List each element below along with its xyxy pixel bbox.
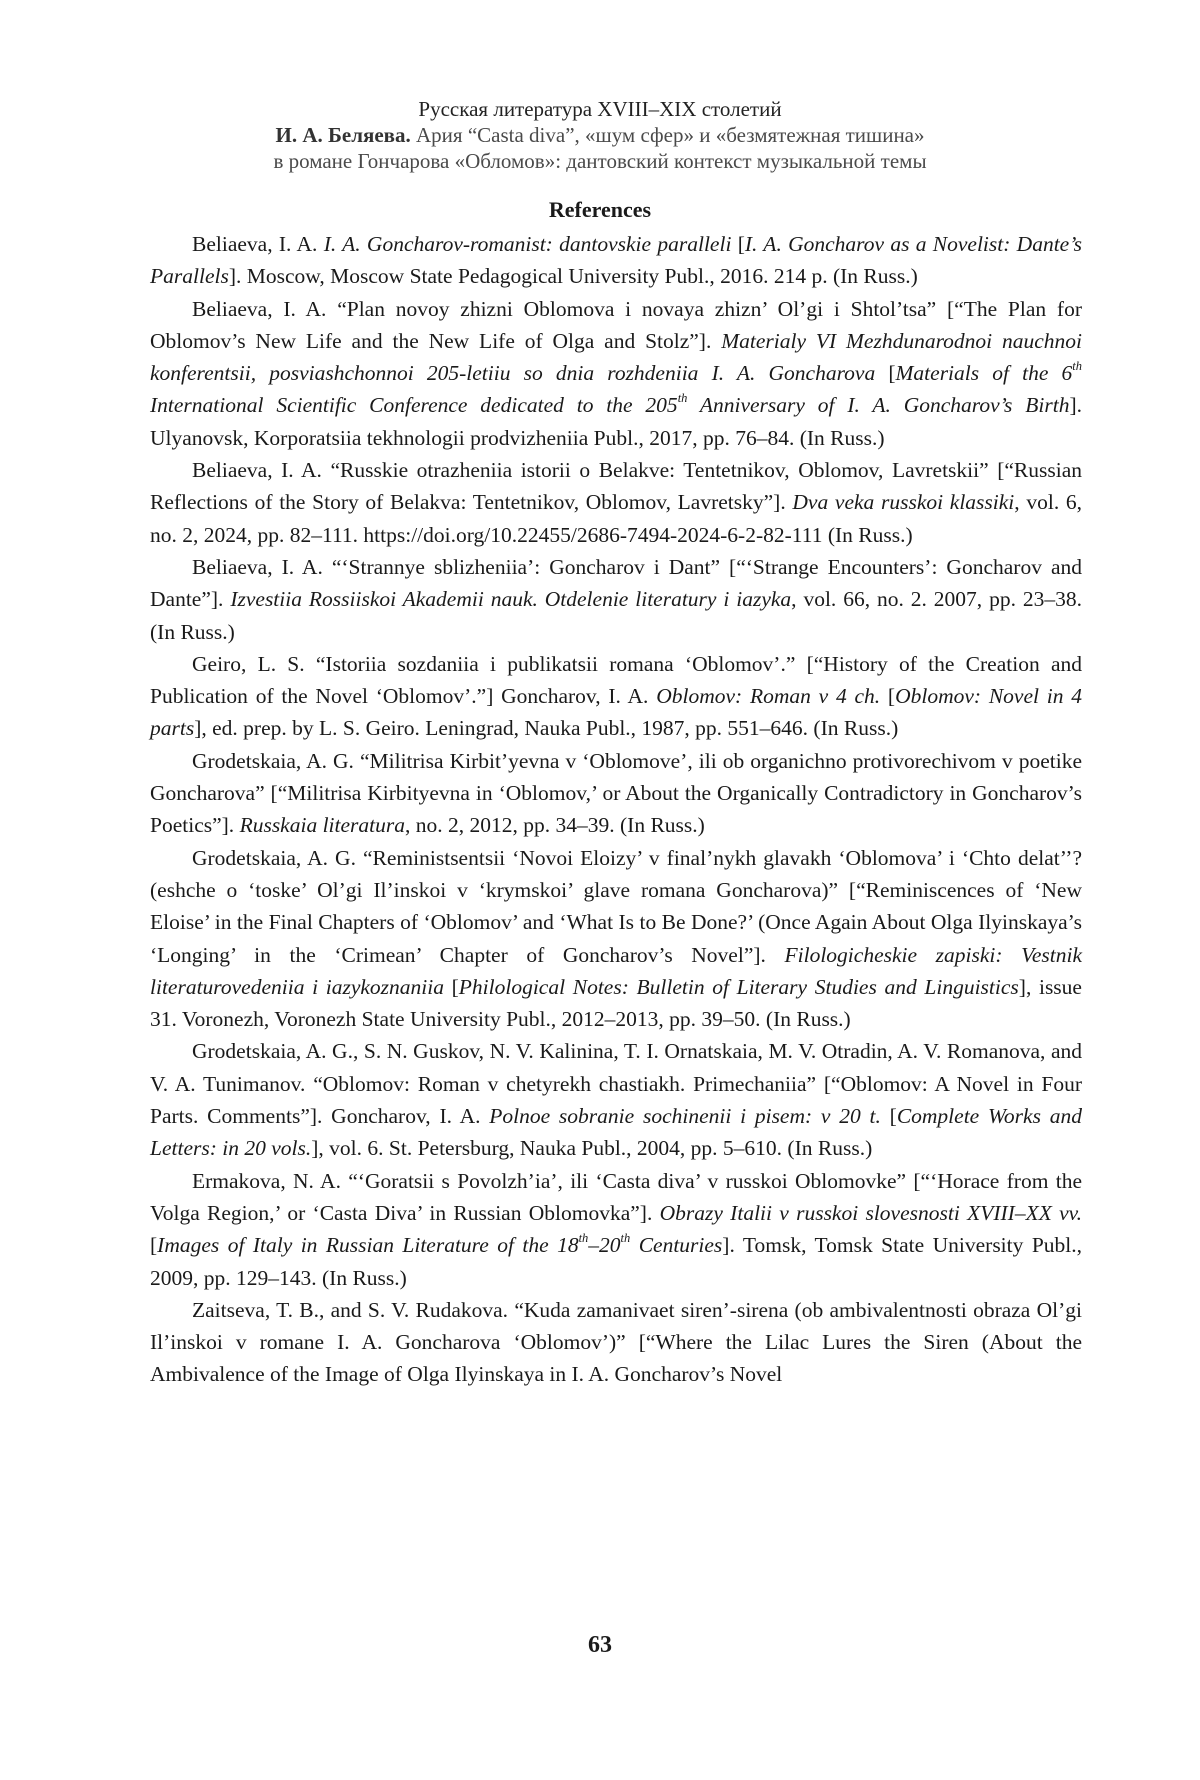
reference-text: ]. Tomsk, Tomsk State University Publ., 2009, pp. 129–143. (In Russ.): [150, 1233, 1082, 1289]
reference-title-text: Images of Italy in Russian Literature of the 18: [157, 1233, 578, 1257]
reference-entry: [150, 293, 1082, 454]
reference-title-text: International Scientific Conference dedicated to the 205: [150, 393, 678, 417]
reference-title-text: Russkaia literatura: [240, 813, 405, 837]
reference-text: ]. Ulyanovsk, Korporatsiia tekhnologii prodvizheniia Publ., 2017, pp. 76–84. (In Russ.): [150, 393, 1082, 449]
reference-title-text: I. A. Goncharov as a Novelist: Dante’s Parallels: [150, 232, 1082, 288]
article-title-line-2: в романе Гончарова «Обломов»: дантовский контекст музыкальной темы: [0, 148, 1200, 174]
reference-title-text: I. A. Goncharov-romanist: dantovskie paralleli: [324, 232, 732, 256]
reference-text: [: [881, 1104, 897, 1128]
reference-title-text: th: [579, 1231, 589, 1245]
reference-title-text: Obrazy Italii v russkoi slovesnosti XVIII–XX vv.: [660, 1201, 1082, 1225]
article-author: И. А. Беляева.: [276, 123, 411, 147]
reference-title-text: Izvestiia Rossiiskoi Akademii nauk. Otdelenie literatury i iazyka: [230, 587, 791, 611]
reference-text: [: [150, 1233, 157, 1257]
reference-title-text: Materials of the 6: [896, 361, 1073, 385]
document-page: [0, 0, 1200, 1780]
reference-entry: [150, 454, 1082, 551]
reference-text: Grodetskaia, A. G. “Militrisa Kirbit’yevna v ‘Oblomove’, ili ob organichno protivorechivom v poetike Goncharova” [“Militrisa Kirbityevna in ‘Oblomov,’ or About the Organically Contradictory in Goncharov’s Poetics”].: [150, 749, 1082, 838]
reference-title-text: Anniversary of I. A. Goncharov’s Birth: [687, 393, 1069, 417]
reference-text: Beliaeva, I. A.: [192, 232, 324, 256]
reference-title-text: Complete Works and Letters: in 20 vols.: [150, 1104, 1082, 1160]
reference-entry: [150, 1035, 1082, 1164]
journal-title: Русская литература XVIII–XIX столетий: [0, 96, 1200, 122]
reference-text: Beliaeva, I. A. “Plan novoy zhizni Oblomova i novaya zhizn’ Ol’gi i Shtol’tsa” [“The Plan for Oblomov’s New Life and the New Life of Olga and Stolz”].: [150, 297, 1082, 353]
article-title-part-1: Ария “Casta diva”, «шум сфер» и «безмятежная тишина»: [416, 123, 924, 147]
reference-text: ], issue 31. Voronezh, Voronezh State University Publ., 2012–2013, pp. 39–50. (In Russ.): [150, 975, 1082, 1031]
reference-title-text: th: [621, 1231, 631, 1245]
reference-entry: [150, 1165, 1082, 1294]
reference-title-text: Centuries: [630, 1233, 722, 1257]
reference-title-text: th: [678, 391, 688, 405]
reference-title-text: Philological Notes: Bulletin of Literary Studies and Linguistics: [459, 975, 1019, 999]
reference-text: Geiro, L. S. “Istoriia sozdaniia i publikatsii romana ‘Oblomov’.” [“History of the Creation and Publication of the Novel ‘Oblomov’.”] Goncharov, I. A.: [150, 652, 1082, 708]
reference-text: ]. Moscow, Moscow State Pedagogical University Publ., 2016. 214 p. (In Russ.): [229, 264, 918, 288]
reference-text: Zaitseva, T. B., and S. V. Rudakova. “Kuda zamanivaet siren’-sirena (ob ambivalentnosti obraza Ol’gi Il’inskoi v romane I. A. Goncharova ‘Oblomov’)” [“Where the Lilac Lures the Siren (About the Ambivalence of the Image of Olga Ilyinskaya in I. A. Goncharov’s Novel: [150, 1298, 1082, 1387]
reference-title-text: Oblomov: Novel in 4 parts: [150, 684, 1082, 740]
reference-text: Ermakova, N. A. “‘Goratsii s Povolzh’ia’, ili ‘Casta diva’ v russkoi Oblomovke” [“‘Horace from the Volga Region,’ or ‘Casta Diva’ in Russian Oblomovka”].: [150, 1169, 1082, 1225]
reference-text: , no. 2, 2012, pp. 34–39. (In Russ.): [405, 813, 705, 837]
reference-text: ], vol. 6. St. Petersburg, Nauka Publ., 2004, pp. 5–610. (In Russ.): [311, 1136, 872, 1160]
reference-title-text: Dva veka russkoi klassiki: [792, 490, 1014, 514]
reference-title-text: –20: [588, 1233, 620, 1257]
references-list: [150, 228, 1082, 1391]
reference-entry: [150, 842, 1082, 1036]
reference-entry: [150, 745, 1082, 842]
article-title-line-1: [0, 122, 1200, 148]
reference-text: Grodetskaia, A. G. “Reministsentsii ‘Novoi Eloizy’ v final’nykh glavakh ‘Oblomova’ i ‘Chto delat’’? (eshche o ‘toske’ Ol’gi Il’inskoi v ‘krymskoi’ glave romana Goncharova)” [“Reminiscences of ‘New Eloise’ in the Final Chapters of ‘Oblomov’ and ‘What Is to Be Done?’ (Once Again About Olga Ilyinskaya’s ‘Longing’ in the ‘Crimean’ Chapter of Goncharov’s Novel”].: [150, 846, 1082, 967]
reference-text: [: [731, 232, 744, 256]
reference-text: Grodetskaia, A. G., S. N. Guskov, N. V. Kalinina, T. I. Ornatskaia, M. V. Otradin, A. V. Romanova, and V. A. Tunimanov. “Oblomov: Roman v chetyrekh chastiakh. Primechaniia” [“Oblomov: A Novel in Four Parts. Comments”]. Goncharov, I. A.: [150, 1039, 1082, 1128]
reference-text: [: [875, 361, 895, 385]
reference-title-text: Polnoe sobranie sochinenii i pisem: v 20 t.: [489, 1104, 881, 1128]
reference-text: , vol. 6, no. 2, 2024, pp. 82–111. https://doi.org/10.22455/2686-7494-2024-6-2-82-111 (In Russ.): [150, 490, 1082, 546]
reference-text: ], ed. prep. by L. S. Geiro. Leningrad, Nauka Publ., 1987, pp. 551–646. (In Russ.): [194, 716, 898, 740]
references-heading: References: [0, 196, 1200, 224]
reference-title-text: th: [1072, 359, 1082, 373]
reference-text: [: [880, 684, 895, 708]
reference-title-text: Filologicheskie zapiski: Vestnik literaturovedeniia i iazykoznaniia: [150, 943, 1082, 999]
reference-entry: [150, 228, 1082, 293]
page-number: 63: [0, 1632, 1200, 1659]
reference-entry: [150, 648, 1082, 745]
running-head: [0, 96, 1200, 174]
reference-title-text: Materialy VI Mezhdunarodnoi nauchnoi konferentsii, posviashchonnoi 205-letiiu so dnia rozhdeniia I. A. Goncharova: [150, 329, 1082, 385]
reference-text: [: [444, 975, 459, 999]
reference-text: Beliaeva, I. A. “Russkie otrazheniia istorii o Belakve: Tentetnikov, Oblomov, Lavretskii” [“Russian Reflections of the Story of Belakva: Tentetnikov, Oblomov, Lavretsky”].: [150, 458, 1082, 514]
reference-title-text: Oblomov: Roman v 4 ch.: [656, 684, 880, 708]
reference-text: Beliaeva, I. A. “‘Strannye sblizheniia’: Goncharov i Dant” [“‘Strange Encounters’: Goncharov and Dante”].: [150, 555, 1082, 611]
reference-text: , vol. 66, no. 2. 2007, pp. 23–38. (In Russ.): [150, 587, 1082, 643]
reference-entry: [150, 551, 1082, 648]
reference-entry: [150, 1294, 1082, 1391]
